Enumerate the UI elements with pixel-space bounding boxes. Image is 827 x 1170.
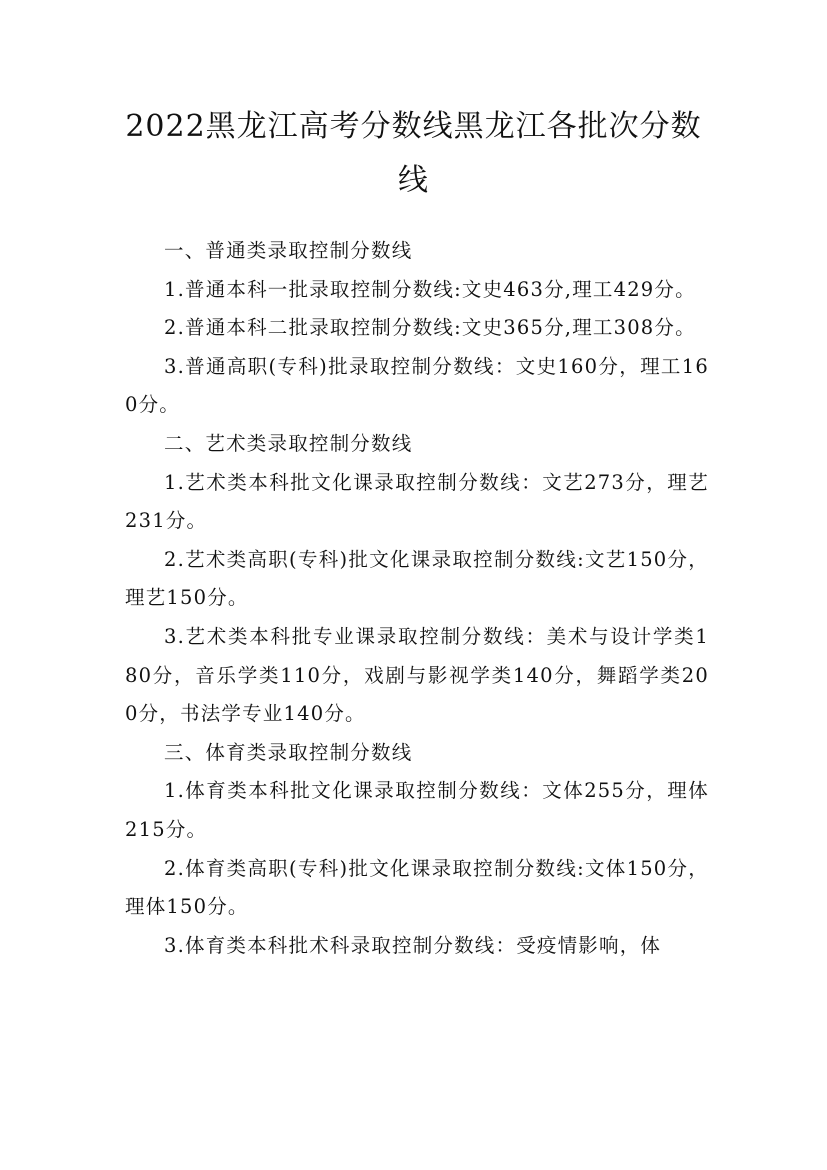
section-heading-sports: 三、体育类录取控制分数线	[164, 740, 413, 764]
paragraph: 1.艺术类本科批文化课录取控制分数线：文艺273分，理艺 231分。	[125, 470, 709, 533]
paragraph: 2.艺术类高职(专科)批文化课录取控制分数线:文艺150分，理艺150分。	[125, 547, 709, 610]
paragraph: 2.体育类高职(专科)批文化课录取控制分数线:文体150分，理体150分。	[125, 856, 709, 919]
document-title: 2022黑龙江高考分数线黑龙江各批次分数线	[125, 109, 702, 198]
paragraph: 1.普通本科一批录取控制分数线:文史463分,理工429分。	[164, 277, 696, 301]
document-body	[125, 232, 709, 965]
section-heading-art: 二、艺术类录取控制分数线	[164, 431, 413, 455]
paragraph: 3.艺术类本科批专业课录取控制分数线：美术与设计学类180分，音乐学类110分，戏剧与影视学类140分，舞蹈学类200分，书法学专业140分。	[125, 624, 709, 726]
section-heading-regular: 一、普通类录取控制分数线	[164, 239, 413, 262]
paragraph: 2.普通本科二批录取控制分数线:文史365分,理工308分。	[164, 316, 696, 340]
paragraph: 3.普通高职(专科)批录取控制分数线：文史160分，理工160分。	[125, 354, 709, 417]
paragraph: 1.体育类本科批文化课录取控制分数线：文体255分，理体 215分。	[125, 779, 709, 841]
paragraph: 3.体育类本科批术科录取控制分数线：受疫情影响，体	[164, 933, 662, 957]
